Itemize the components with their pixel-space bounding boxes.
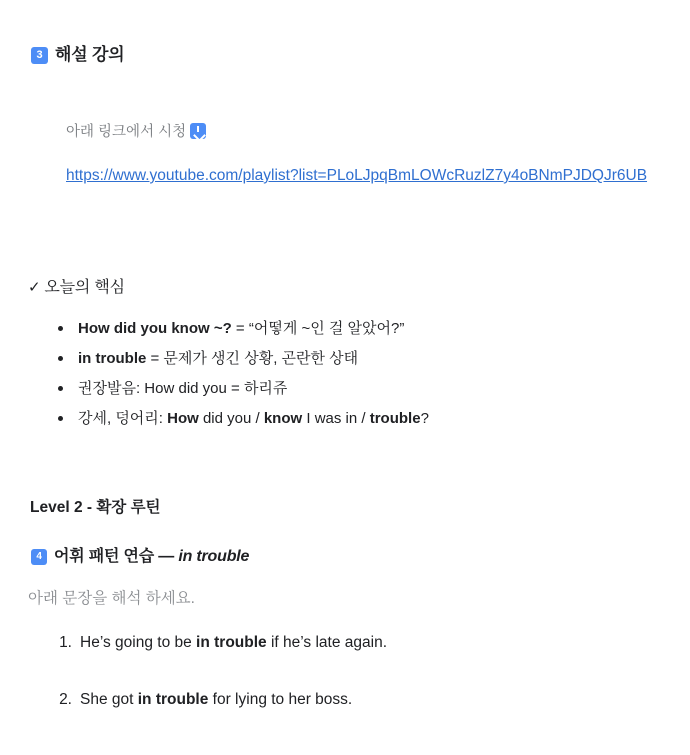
- question-2-number: 2.: [59, 691, 72, 708]
- bullet-0-part-0: How did you know ~?: [78, 320, 232, 337]
- section-title-pattern-italic: in trouble: [178, 548, 250, 565]
- watch-instruction: [66, 120, 206, 141]
- section-heading-pattern: [31, 543, 249, 566]
- list-item: [52, 318, 672, 339]
- level2-heading: Level 2 - 확장 루틴: [30, 499, 161, 516]
- list-item: [52, 632, 672, 654]
- bullet-3-part-3: know: [263, 410, 303, 427]
- section-heading-lecture: [31, 40, 124, 65]
- list-item: [52, 689, 672, 711]
- question-2-part-0: She got: [80, 691, 138, 708]
- youtube-playlist-link[interactable]: https://www.youtube.com/playlist?list=PLoLJpqBmLOWcRuzlZ7y4oBNmPJDQJr6UB: [66, 167, 648, 184]
- bullet-2-part-1: : How did you = 하리쥬: [135, 380, 288, 397]
- question-1-part-0: He’s going to be: [80, 634, 197, 651]
- question-2-part-1: in trouble: [137, 691, 209, 708]
- exercise-question-list: [52, 632, 672, 746]
- bullet-3-part-0: 강세, 덩어리:: [78, 410, 168, 427]
- core-points-list: [52, 318, 672, 438]
- bullet-3-part-1: How: [167, 410, 199, 427]
- bullet-1-part-1: = 문제가 생긴 상황, 곤란한 상태: [146, 350, 359, 367]
- section-title-lecture: 해설 강의: [55, 45, 125, 64]
- watch-instruction-text: 아래 링크에서 시청: [66, 124, 187, 140]
- bullet-3-part-2: did you /: [198, 410, 264, 427]
- list-item: [52, 348, 672, 369]
- number-badge-3-icon: 3: [31, 47, 48, 64]
- bullet-3-part-6: ?: [420, 410, 429, 427]
- check-icon: ✓: [28, 279, 41, 296]
- bullet-0-part-1: = “어떻게 ~인 걸 알았어?”: [231, 320, 405, 337]
- bullet-3-part-4: I was in /: [302, 410, 370, 427]
- core-points-title: 오늘의 핵심: [44, 279, 125, 296]
- exercise-instruction: 아래 문장을 해석 하세요.: [28, 590, 195, 607]
- bullet-3-part-5: trouble: [369, 410, 421, 427]
- question-2-part-2: for lying to her boss.: [208, 691, 353, 708]
- question-1-part-1: in trouble: [196, 634, 267, 651]
- core-points-heading: [28, 274, 125, 297]
- number-badge-4-icon: 4: [31, 549, 47, 565]
- question-1-number: 1.: [59, 634, 72, 651]
- bullet-2-part-0: 권장발음: [78, 380, 136, 397]
- question-1-part-2: if he’s late again.: [266, 634, 388, 651]
- list-item: [52, 378, 672, 399]
- down-arrow-icon: [190, 123, 206, 139]
- section-title-pattern: 어휘 패턴 연습 —: [54, 548, 179, 565]
- bullet-1-part-0: in trouble: [78, 350, 147, 367]
- list-item: [52, 408, 672, 429]
